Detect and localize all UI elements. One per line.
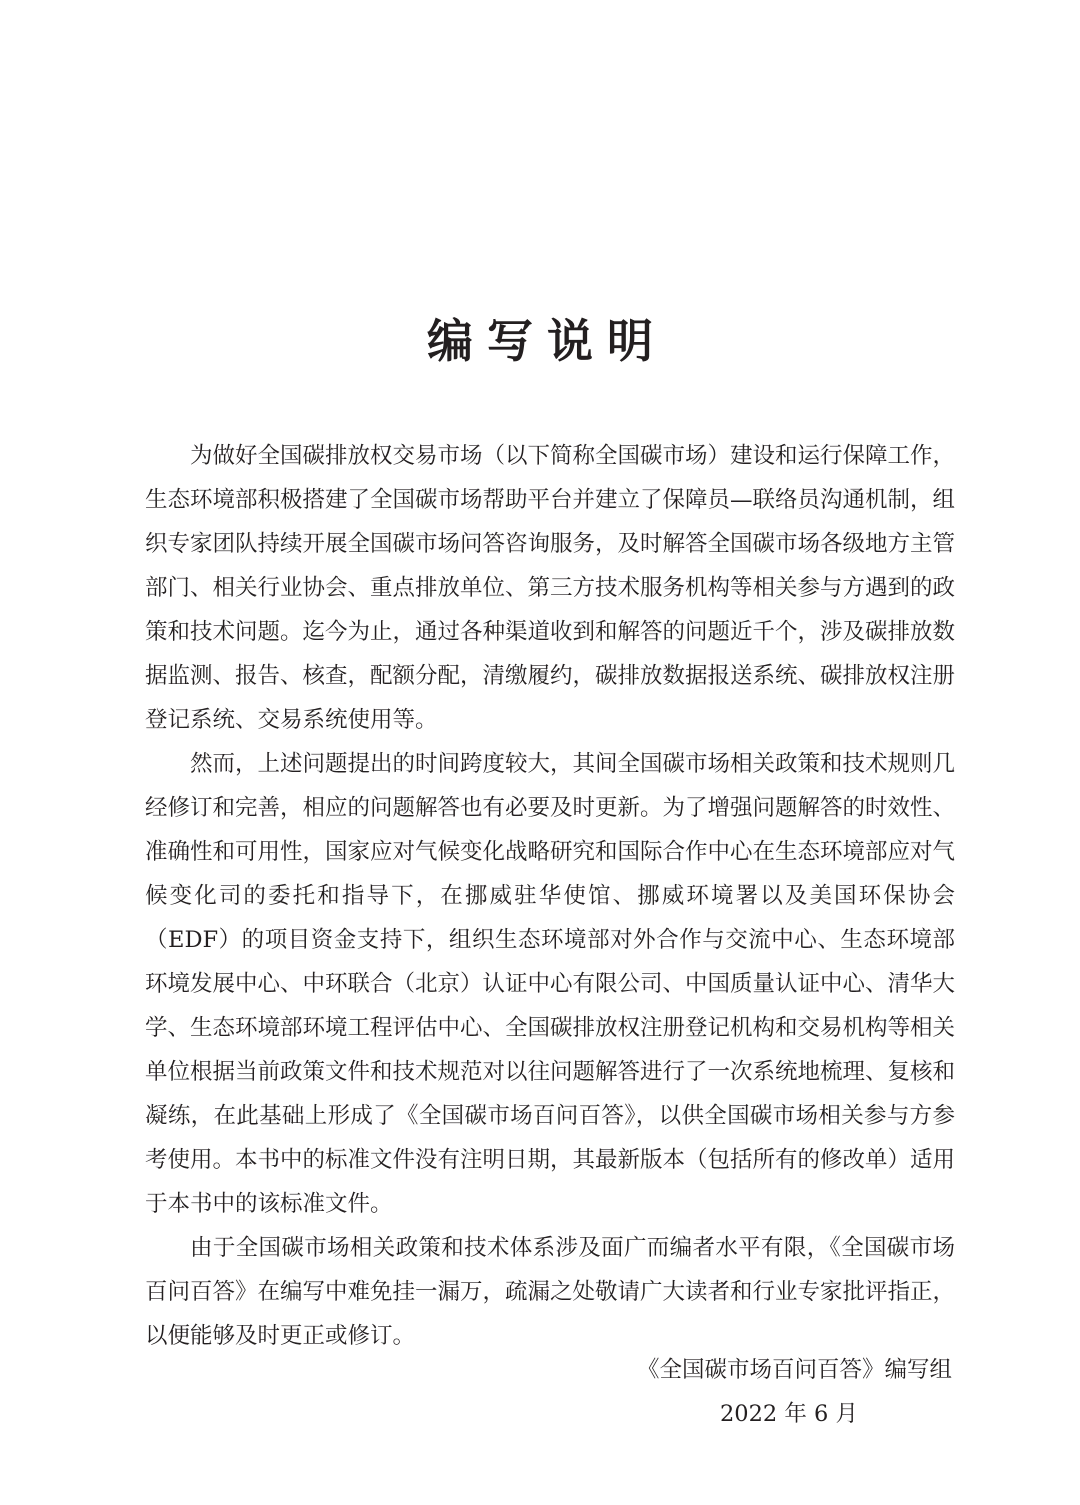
date: 2022 年 6 月 [719,1401,858,1427]
body-text [145,434,955,1358]
page-title: 编写说明 [427,313,667,368]
paragraph-2: 然而，上述问题提出的时间跨度较大，其间全国碳市场相关政策和技术规则几经修订和完善，相应的问题解答也有必要及时更新。为了增强问题解答的时效性、准确性和可用性，国家应对气候变化战略研究和国际合作中心在生态环境部应对气候变化司的委托和指导下，在挪威驻华使馆、挪威环境署以及美国环保协会（EDF）的项目资金支持下，组织生态环境部对外合作与交流中心、生态环境部环境发展中心、中环联合（北京）认证中心有限公司、中国质量认证中心、清华大学、生态环境部环境工程评估中心、全国碳排放权注册登记机构和交易机构等相关单位根据当前政策文件和技术规范对以往问题解答进行了一次系统地梳理、复核和凝练，在此基础上形成了《全国碳市场百问百答》，以供全国碳市场相关参与方参考使用。本书中的标准文件没有注明日期，其最新版本（包括所有的修改单）适用于本书中的该标准文件。 [145,751,956,1217]
paragraph-3: 由于全国碳市场相关政策和技术体系涉及面广而编者水平有限，《全国碳市场百问百答》在编写中难免挂一漏万，疏漏之处敬请广大读者和行业专家批评指正，以便能够及时更正或修订。 [145,1235,956,1349]
signature: 《全国碳市场百问百答》编写组 [636,1357,952,1383]
paragraph-1: 为做好全国碳排放权交易市场（以下简称全国碳市场）建设和运行保障工作，生态环境部积极搭建了全国碳市场帮助平台并建立了保障员—联络员沟通机制，组织专家团队持续开展全国碳市场问答咨询服务，及时解答全国碳市场各级地方主管部门、相关行业协会、重点排放单位、第三方技术服务机构等相关参与方遇到的政策和技术问题。迄今为止，通过各种渠道收到和解答的问题近千个，涉及碳排放数据监测、报告、核查，配额分配，清缴履约，碳排放数据报送系统、碳排放权注册登记系统、交易系统使用等。 [145,443,956,733]
